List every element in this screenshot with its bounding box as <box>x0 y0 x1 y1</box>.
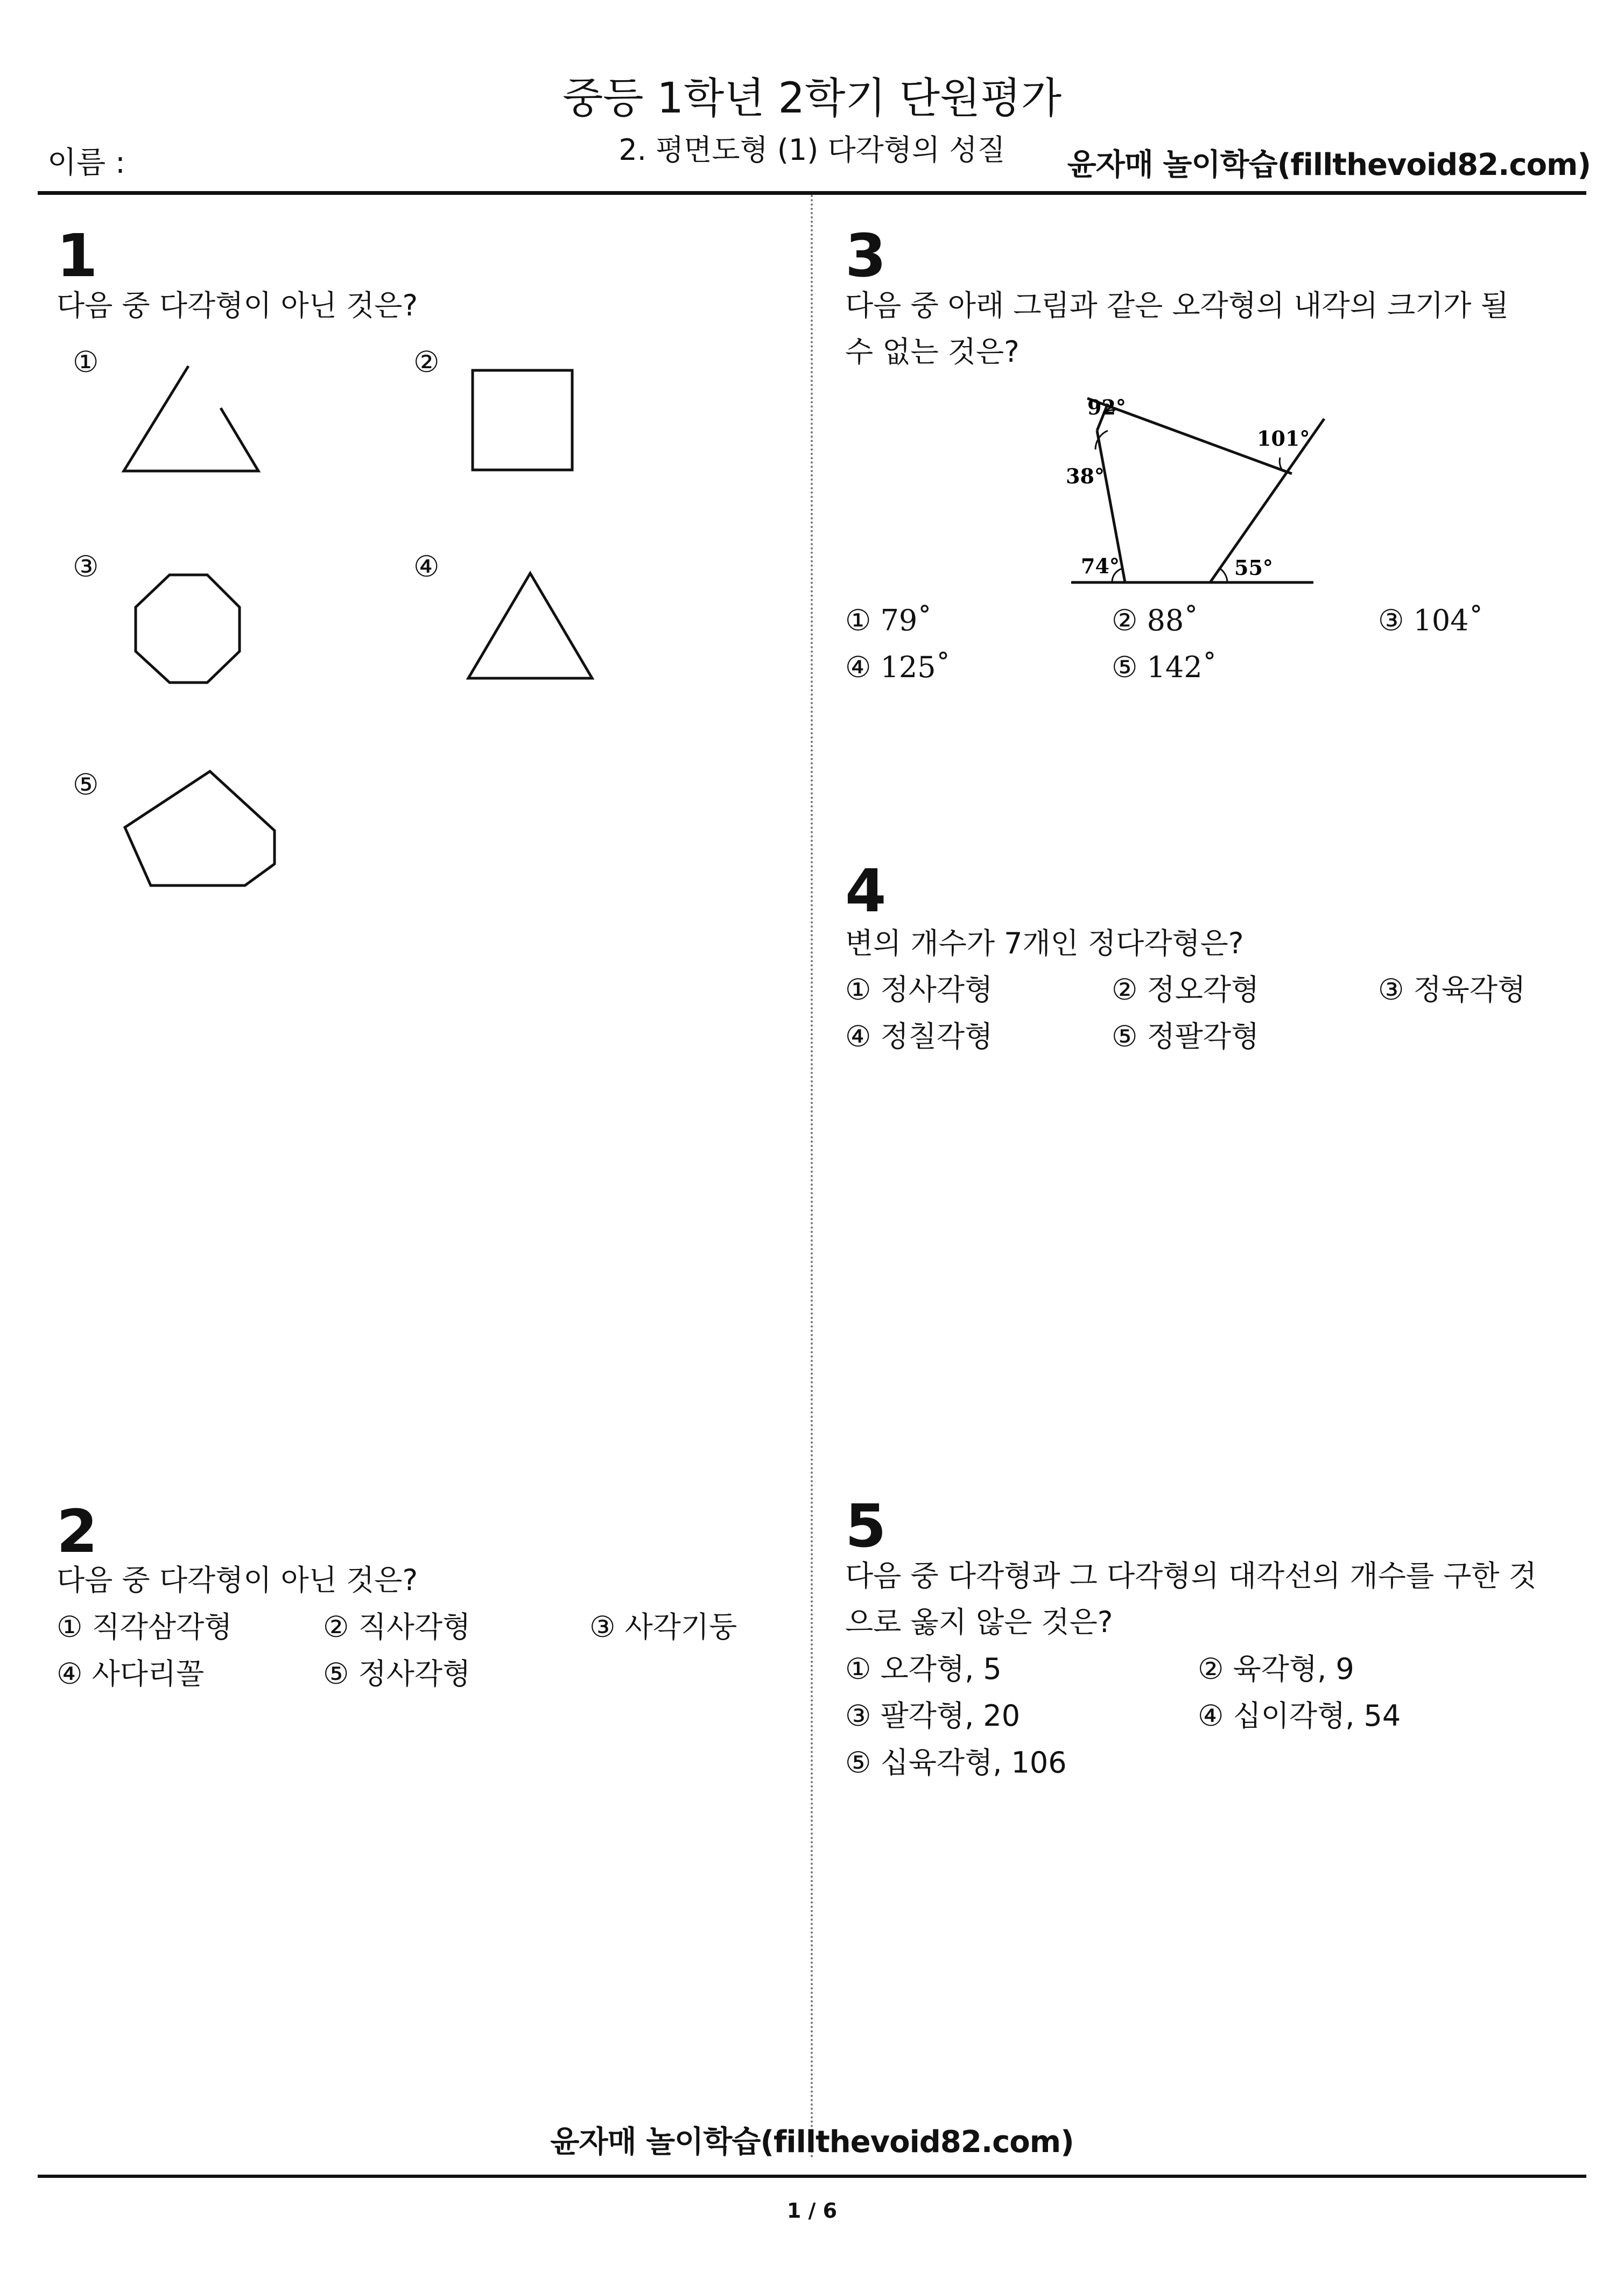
q3-option-2[interactable]: ② 88˚ <box>1112 603 1199 637</box>
pentagon-exterior-angle-figure <box>1066 377 1346 592</box>
square-icon <box>468 366 576 474</box>
q5-option-4[interactable]: ④ 십이각형, 54 <box>1198 1699 1401 1733</box>
q4-option-4[interactable]: ④ 정칠각형 <box>845 1020 993 1053</box>
q5-option-3[interactable]: ③ 팔각형, 20 <box>845 1699 1021 1733</box>
question-5-text-line2: 으로 옳지 않은 것은? <box>845 1605 1113 1639</box>
octagon-icon <box>129 571 248 689</box>
header-brand: 윤자매 놀이학습(fillthevoid82.com) <box>1067 147 1591 182</box>
question-2-text: 다음 중 다각형이 아닌 것은? <box>57 1563 418 1597</box>
page-number: 1 / 6 <box>786 2199 838 2223</box>
question-3-text-line2: 수 없는 것은? <box>845 335 1020 369</box>
q2-option-2[interactable]: ② 직사각형 <box>323 1610 471 1644</box>
pentagon-icon <box>118 767 280 891</box>
q4-option-3[interactable]: ③ 정육각형 <box>1378 973 1526 1007</box>
q3-option-4[interactable]: ④ 125˚ <box>845 650 951 684</box>
q2-option-1[interactable]: ① 직각삼각형 <box>57 1610 233 1644</box>
label-101: 101° <box>1257 426 1310 451</box>
q4-option-1[interactable]: ① 정사각형 <box>845 973 993 1007</box>
q1-option-mark-1: ① <box>73 345 99 379</box>
question-5-text-line1: 다음 중 다각형과 그 다각형의 대각선의 개수를 구한 것 <box>845 1559 1537 1593</box>
q2-option-5[interactable]: ⑤ 정사각형 <box>323 1657 471 1691</box>
q4-option-5[interactable]: ⑤ 정팔각형 <box>1112 1020 1260 1053</box>
footer-rule <box>38 2175 1586 2178</box>
q5-option-5[interactable]: ⑤ 십육각형, 106 <box>845 1746 1067 1780</box>
unit-subtitle: 2. 평면도형 (1) 다각형의 성질 <box>618 133 1006 167</box>
angle-arc-55 <box>1220 568 1227 582</box>
q3-option-3[interactable]: ③ 104˚ <box>1378 603 1484 637</box>
q1-option-mark-2: ② <box>413 345 440 379</box>
question-4-text: 변의 개수가 7개인 정다각형은? <box>845 926 1244 960</box>
question-number-4: 4 <box>845 856 887 925</box>
name-label: 이름 : <box>47 145 125 180</box>
label-92: 92° <box>1087 395 1126 419</box>
q3-option-1[interactable]: ① 79˚ <box>845 603 932 637</box>
question-3-text-line1: 다음 중 아래 그림과 같은 오각형의 내각의 크기가 될 <box>845 289 1509 322</box>
q2-option-3[interactable]: ③ 사각기둥 <box>589 1610 737 1644</box>
label-38: 38° <box>1066 464 1105 488</box>
q5-option-1[interactable]: ① 오각형, 5 <box>845 1652 1002 1686</box>
q3-option-5[interactable]: ⑤ 142˚ <box>1112 650 1217 684</box>
q1-option-mark-3: ③ <box>73 550 99 583</box>
q1-option-mark-5: ⑤ <box>73 768 99 801</box>
q5-option-2[interactable]: ② 육각형, 9 <box>1198 1652 1354 1686</box>
question-number-1: 1 <box>57 221 98 290</box>
question-number-2: 2 <box>57 1497 98 1566</box>
question-number-3: 3 <box>845 221 887 290</box>
q1-option-mark-4: ④ <box>413 550 440 583</box>
question-1-text: 다음 중 다각형이 아닌 것은? <box>57 289 418 322</box>
header-rule <box>38 191 1586 195</box>
open-triangle-gap <box>116 361 266 479</box>
page-title: 중등 1학년 2학기 단원평가 <box>562 74 1062 123</box>
label-74: 74° <box>1081 554 1120 578</box>
footer-brand: 윤자매 놀이학습(fillthevoid82.com) <box>550 2125 1074 2160</box>
label-55: 55° <box>1234 556 1273 580</box>
q2-option-4[interactable]: ④ 사다리꼴 <box>57 1657 205 1691</box>
triangle-icon <box>463 568 597 686</box>
column-divider <box>811 195 813 2160</box>
q4-option-2[interactable]: ② 정오각형 <box>1112 973 1260 1007</box>
question-number-5: 5 <box>845 1492 887 1560</box>
